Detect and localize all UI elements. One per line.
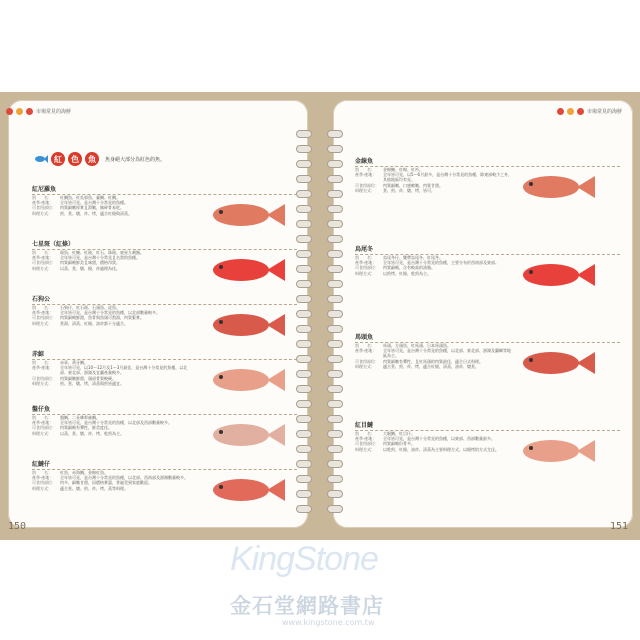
info-label: 產季‧產地： (32, 200, 54, 206)
fish-name: 馬頭魚 (355, 332, 620, 343)
info-label: 產季‧產地： (32, 255, 54, 261)
fish-photo (205, 308, 289, 342)
info-label: 可食用部位： (32, 375, 56, 381)
info-value: 紅鯛魚、紅吳郭魚、臺鯛、紅鯛。 (60, 195, 120, 200)
info-value: 肉質細緻鮮甜，魚骨與魚頭可熬湯，肉質緊實。 (60, 315, 144, 321)
binding-ring (296, 415, 312, 423)
fish-name: 紅鰱仔 (32, 459, 297, 470)
info-value: 煮湯、清蒸、紅燒、油炸都十分適合。 (60, 320, 128, 326)
info-label: 料理方式： (355, 270, 375, 276)
binding-ring (296, 445, 312, 453)
info-label: 別 名： (355, 167, 375, 172)
binding-ring (327, 235, 343, 243)
header-dot-icon (26, 108, 33, 115)
fish-name: 紅目鰱 (355, 420, 620, 431)
section-char: 色 (68, 152, 82, 166)
binding-ring (327, 160, 343, 168)
info-value: 煎、煮、燉、烤，清蒸與煎皆適宜。 (60, 380, 124, 386)
info-label: 產季‧產地： (355, 172, 377, 178)
brand-url: www.kingstone.com.tw (282, 618, 375, 627)
info-value: 煎、煮、燉、炸、烤，適合紅燒與清蒸。 (60, 210, 132, 216)
header-text: 市場常見的海鮮 (587, 108, 623, 115)
fish-photo (515, 258, 599, 292)
binding-ring (296, 340, 312, 348)
header-dot-icon (567, 108, 574, 115)
binding-ring (296, 220, 312, 228)
fish-info-row (355, 364, 513, 369)
fish-info-row (355, 447, 513, 452)
section-char: 魚 (85, 152, 99, 166)
binding-ring (327, 490, 343, 498)
binding-rings-right (327, 130, 341, 530)
binding-ring (296, 175, 312, 183)
fish-icon (34, 155, 48, 163)
binding-ring (296, 280, 312, 288)
fish-info-row (32, 431, 190, 436)
info-value: 適合煮、煎、炸、烤，適合紅燒、清蒸、油炸、燉煮。 (383, 363, 479, 369)
info-label: 產季‧產地： (32, 420, 54, 426)
fish-info-row (32, 211, 190, 216)
info-value: 全年皆可見，是台灣十分常見的魚種，以東部、西部數量最多。 (383, 436, 495, 442)
fish-info-row (32, 381, 190, 386)
binding-ring (296, 145, 312, 153)
info-label: 產季‧產地： (32, 310, 54, 316)
info-label: 可食用部位： (32, 425, 56, 431)
info-label: 可食用部位： (32, 260, 56, 266)
binding-ring (296, 475, 312, 483)
fish-info-row (32, 486, 190, 491)
header-dot-icon (16, 108, 23, 115)
binding-ring (327, 220, 343, 228)
info-value: 肉多、細嫩甘甜，因價格實惠，普遍受到家庭歡迎。 (60, 480, 152, 486)
info-label: 產季‧產地： (32, 475, 54, 481)
fish-info-row (32, 266, 190, 271)
binding-ring (327, 205, 343, 213)
info-label: 別 名： (32, 470, 52, 475)
binding-ring (296, 250, 312, 258)
info-label: 可食用部位： (355, 265, 379, 271)
binding-ring (296, 190, 312, 198)
binding-ring (296, 130, 312, 138)
info-label: 別 名： (355, 343, 375, 348)
info-value: 全年皆可見，是台灣十分常見的魚種，主要分布於西南部及東部。 (383, 260, 499, 266)
info-label: 產季‧產地： (355, 436, 377, 442)
info-value: 全年皆可見，是台灣十分常見的魚種。 (60, 200, 128, 206)
header-dot-icon (6, 108, 13, 115)
info-label: 可食用部位： (32, 480, 56, 486)
info-label: 可食用部位： (32, 315, 56, 321)
info-label: 料理方式： (32, 485, 52, 491)
info-label: 產季‧產地： (355, 348, 377, 354)
info-label: 別 名： (32, 360, 52, 365)
binding-ring (296, 205, 312, 213)
binding-ring (296, 235, 312, 243)
fish-photo (515, 170, 599, 204)
info-label: 料理方式： (32, 320, 52, 326)
binding-ring (296, 370, 312, 378)
fish-name: 紅尼羅魚 (32, 184, 297, 195)
info-value: 適合煮、燉、煎、炸、烤、蒸等料理。 (60, 485, 128, 491)
fish-name: 盤仔魚 (32, 404, 297, 415)
fish-photo (205, 473, 289, 507)
brand-watermark: KingStone (230, 540, 378, 578)
fish-photo (205, 253, 289, 287)
fish-photo (205, 198, 289, 232)
info-value: 全年皆可見，以10～12月及1～3月最佳，是台灣十分常見的魚種，以北部、東北部、澎湖及宜蘭產量較多。 (60, 365, 188, 376)
info-value: 肉質細嫩有彈性，且紅馬頭的肉質最佳，適合日式料理。 (383, 358, 483, 364)
fish-info-row (355, 271, 513, 276)
info-label: 產季‧產地： (32, 365, 54, 371)
info-value: 肉質細嫩、口感軟嫩，肉質甘甜。 (383, 182, 443, 188)
fish-name: 石狗公 (32, 294, 297, 305)
info-value: 以乾煎、紅燒、油炸、清蒸為主要料理方式，以燒烤的方式尤佳。 (383, 446, 499, 452)
info-label: 料理方式： (355, 363, 375, 369)
fish-name: 七星斑（紅條） (32, 239, 297, 250)
binding-ring (327, 430, 343, 438)
info-label: 料理方式： (32, 265, 52, 271)
fish-name: 烏尾冬 (355, 244, 620, 255)
info-value: 馬頭、方頭魚、紅馬頭、日本馬頭魚。 (383, 343, 451, 348)
info-value: 肉質細緻但骨多。 (383, 441, 415, 447)
info-label: 料理方式： (32, 380, 52, 386)
header-dot-icon (577, 108, 584, 115)
binding-ring (296, 490, 312, 498)
page-number-right: 151 (610, 521, 629, 532)
binding-ring (327, 460, 343, 468)
info-value: 肉質細嫩鮮甜，頭部骨質較硬。 (60, 375, 116, 381)
binding-ring (327, 325, 343, 333)
binding-ring (327, 355, 343, 363)
binding-ring (296, 430, 312, 438)
info-label: 料理方式： (355, 187, 375, 193)
info-value: 斑魚、紅鰱、紅斑、紅石、珠斑、東星九刺鮨。 (60, 250, 144, 255)
binding-ring (296, 400, 312, 408)
info-label: 料理方式： (32, 210, 52, 216)
info-value: 肉質細緻有彈性，鮮美度佳。 (60, 425, 112, 431)
info-label: 產季‧產地： (355, 260, 377, 266)
info-label: 可食用部位： (32, 205, 56, 211)
section-description: 魚身絕大部分為紅色的魚。 (105, 156, 166, 163)
info-label: 別 名： (32, 415, 52, 420)
fish-photo (205, 418, 289, 452)
info-label: 料理方式： (355, 446, 375, 452)
info-label: 料理方式： (32, 430, 52, 436)
info-label: 別 名： (32, 305, 52, 310)
info-label: 可食用部位： (355, 441, 379, 447)
info-value: 以蒸、煮、燉、炸、烤、乾煎為主。 (60, 430, 124, 436)
fish-info-row (355, 172, 513, 182)
binding-ring (327, 385, 343, 393)
binding-ring (327, 310, 343, 318)
info-value: 大眼鯛、紅目仔。 (383, 431, 415, 436)
info-value: 全年皆可見，是台灣十分常見且名貴的魚種。 (60, 255, 140, 261)
binding-ring (296, 325, 312, 333)
info-value: 肉質細緻，含有較高的油脂。 (383, 265, 435, 271)
binding-ring (327, 265, 343, 273)
info-label: 可食用部位： (355, 358, 379, 364)
binding-ring (327, 130, 343, 138)
binding-ring (296, 505, 312, 513)
binding-ring (296, 385, 312, 393)
section-char: 紅 (51, 152, 65, 166)
fish-info-row (32, 365, 190, 375)
binding-ring (296, 265, 312, 273)
info-value: 全年皆可見，是台灣十分常見的魚種，以北部及西部數量較多。 (60, 420, 172, 426)
info-label: 可食用部位： (355, 182, 379, 188)
info-value: 全年皆可見，是台灣十分常見的魚種，以北部、西南部及澎湖數量較多。 (60, 475, 188, 481)
binding-ring (327, 505, 343, 513)
info-label: 別 名： (32, 195, 52, 200)
binding-ring (327, 295, 343, 303)
binding-ring (327, 475, 343, 483)
binding-ring (296, 160, 312, 168)
binding-ring (327, 445, 343, 453)
section-title (34, 152, 165, 166)
left-header (6, 104, 71, 118)
binding-ring (296, 295, 312, 303)
info-value: 紅魚、赤海鯛、金線紅魚。 (60, 470, 108, 475)
info-value: 金線鰱、紅線、紅衫。 (383, 167, 423, 172)
fish-photo (205, 363, 289, 397)
right-header (557, 104, 622, 118)
info-value: 煮、煎、炸、燉、烤，皆可。 (383, 187, 435, 193)
fish-info-row (355, 348, 513, 358)
info-label: 別 名： (32, 250, 52, 255)
binding-ring (327, 250, 343, 258)
fish-name: 赤鯮 (32, 349, 297, 360)
fish-info-row (32, 321, 190, 326)
info-value: 以蒸、煮、燉、燒、炸處理為佳。 (60, 265, 120, 271)
binding-ring (296, 310, 312, 318)
binding-ring (327, 370, 343, 378)
binding-ring (327, 400, 343, 408)
brand-subtitle: 金石堂網路書店 (230, 593, 384, 618)
info-label: 別 名： (355, 255, 375, 260)
fish-name: 金線魚 (355, 156, 620, 167)
info-value: 烏尾冬仔、雙帶烏尾冬、紅尾冬。 (383, 255, 443, 260)
info-value: 全年皆可見，是台灣十分常見的魚種，以北部數量較多。 (60, 310, 160, 316)
info-value: 肉質細緻鮮美且味甜，價格昂貴。 (60, 260, 120, 266)
info-value: 赤章、黃牙鯛。 (60, 360, 88, 365)
info-value: 全年皆可見，是台灣十分常見的魚種，以北部、東北部、澎湖及蘭嶼等地區為主。 (383, 348, 511, 359)
binding-ring (327, 340, 343, 348)
binding-ring (327, 145, 343, 153)
page-number-left: 150 (8, 521, 27, 532)
fish-info-row (355, 188, 513, 193)
fish-photo (515, 346, 599, 380)
binding-ring (296, 460, 312, 468)
binding-ring (327, 415, 343, 423)
info-value: 全年皆可見，以5～6月最多，是台灣十分常見的魚種，除東部較少之外，其他地區均有見。 (383, 172, 513, 183)
binding-ring (327, 190, 343, 198)
fish-photo (515, 434, 599, 468)
info-value: 肉質細嫩厚實且滑嫩，無碎骨易吃。 (60, 205, 124, 211)
binding-ring (327, 175, 343, 183)
binding-rings-left (296, 130, 310, 530)
info-value: 以煎烤、紅燒、乾煎為主。 (383, 270, 431, 276)
binding-ring (296, 355, 312, 363)
info-value: 石狗仔、紅石斑、石頭魚、虎魚。 (60, 305, 120, 310)
binding-ring (327, 280, 343, 288)
info-label: 別 名： (355, 431, 375, 436)
info-value: 盤鯛、二長棘犁齒鯛。 (60, 415, 100, 420)
header-text: 市場常見的海鮮 (36, 108, 72, 115)
header-dot-icon (557, 108, 564, 115)
